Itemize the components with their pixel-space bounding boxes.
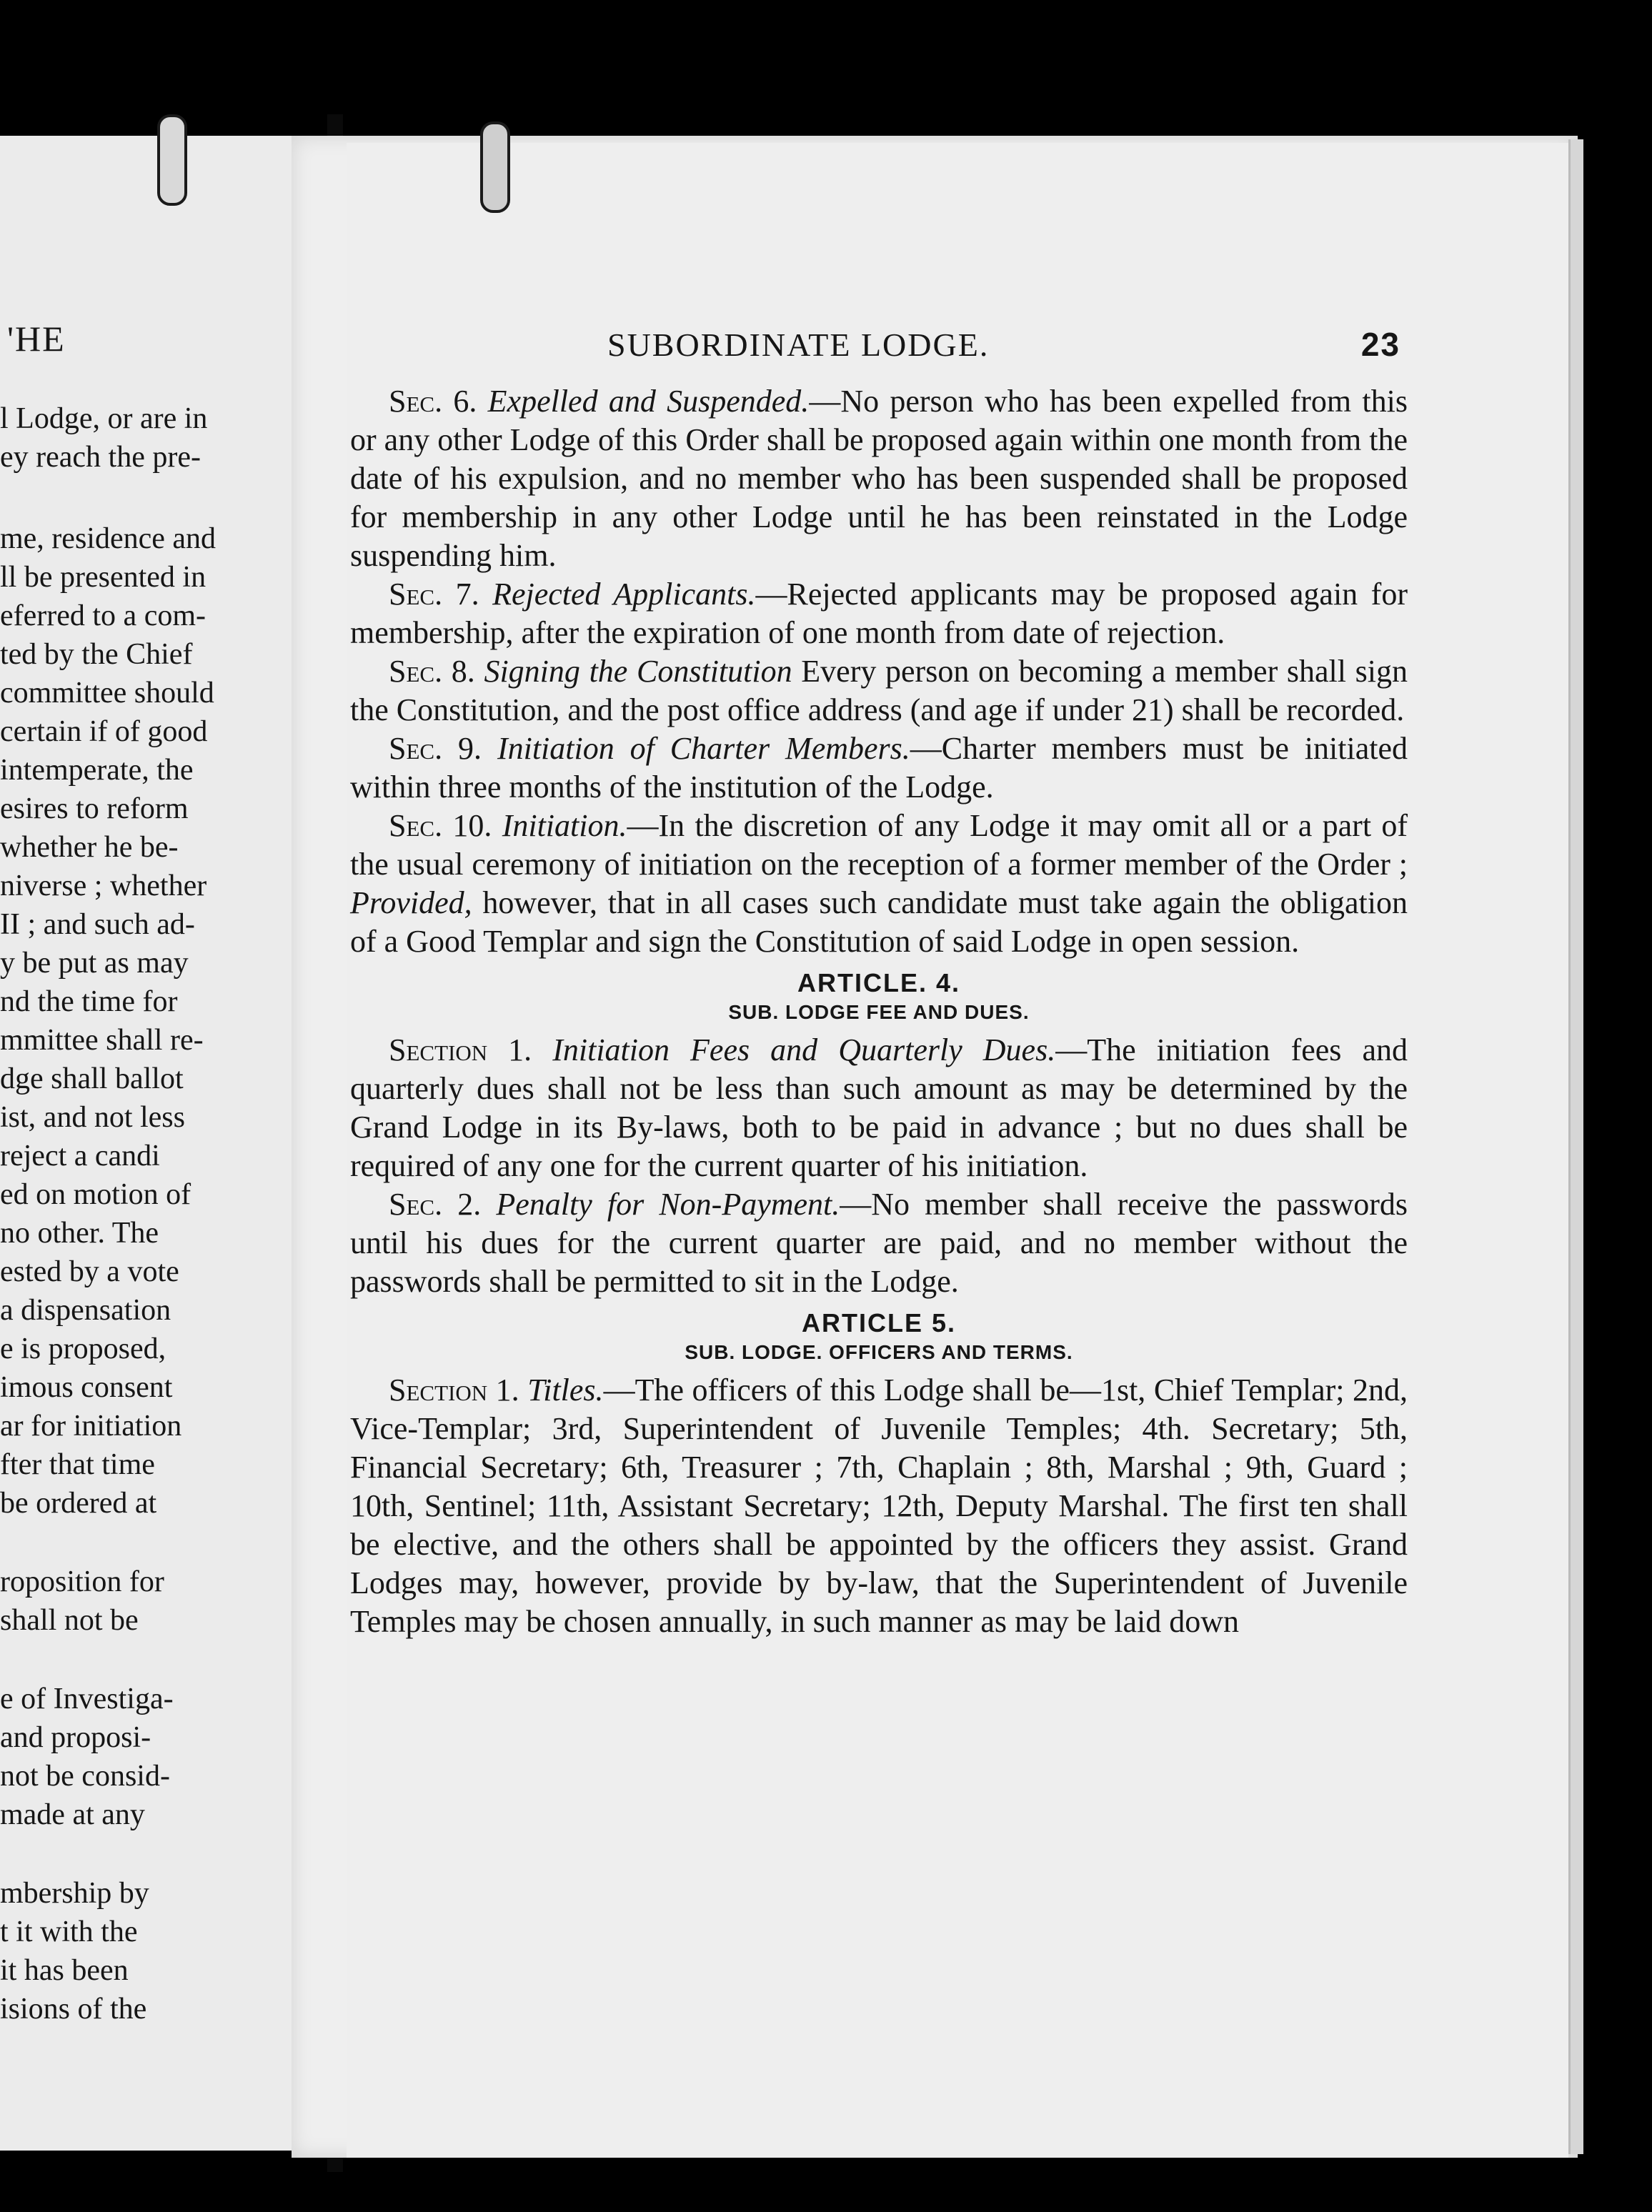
- section-label: Sec. 2.: [389, 1187, 482, 1222]
- left-page-line: II ; and such ad-: [0, 908, 195, 941]
- page-edge: [1568, 139, 1583, 2154]
- left-page-line: made at any: [0, 1798, 145, 1831]
- page-number: 23: [1360, 326, 1400, 363]
- section-text: Every person on becoming a member shall sign the Constitution, and the post office address (and age if under 21) shall be recorded.: [350, 654, 1408, 727]
- left-page-line: isions of the: [0, 1993, 147, 2026]
- section-paragraph: [350, 1185, 1408, 1301]
- left-page-line: certain if of good: [0, 715, 208, 748]
- left-page-line: not be consid-: [0, 1760, 170, 1793]
- left-page-line: mmittee shall re-: [0, 1024, 204, 1057]
- section-label: Section 1.: [389, 1372, 519, 1408]
- left-page-line: roposition for: [0, 1565, 164, 1598]
- left-page-line: it has been: [0, 1954, 129, 1987]
- left-page-line: me, residence and: [0, 522, 217, 555]
- left-page-line: a dispensation: [0, 1294, 171, 1327]
- left-page-line: shall not be: [0, 1604, 139, 1637]
- section-label: Sec. 10.: [389, 808, 492, 843]
- left-page-line: be ordered at: [0, 1487, 157, 1520]
- left-page-line: ll be presented in: [0, 561, 206, 594]
- left-page-line: ey reach the pre-: [0, 441, 201, 474]
- section-paragraph: [350, 575, 1408, 652]
- section-title: Expelled and Suspended.: [487, 384, 810, 419]
- section-text: —No person who has been expelled from this or any other Lodge of this Order shall be proposed again within one month from the date of his expulsion, and no member who has been suspended shall be proposed for membership in any other Lodge until he has been reinstated in the Lodge suspending him.: [350, 384, 1408, 573]
- page-content: [350, 325, 1408, 1641]
- section-paragraph: [350, 729, 1408, 807]
- left-page-line: y be put as may: [0, 947, 189, 980]
- section-text: however, that in all cases such candidate must take again the obligation of a Good Templar and sign the Constitution of said Lodge in open session.: [350, 885, 1408, 959]
- section-label: Sec. 7.: [389, 577, 479, 612]
- left-page-line: mbership by: [0, 1877, 149, 1910]
- section-paragraph: [350, 807, 1408, 961]
- section-label: Sec. 9.: [389, 731, 482, 766]
- page-title: SUBORDINATE LODGE.: [607, 327, 990, 363]
- left-page-line: niverse ; whether: [0, 870, 207, 902]
- left-page-line: ested by a vote: [0, 1255, 179, 1288]
- left-page-line: and proposi-: [0, 1721, 151, 1754]
- section-title: Initiation.: [502, 808, 627, 843]
- section-text: —In the discretion of any Lodge it may omit all or a part of the usual ceremony of initiation on the reception of a former member of the Order ;: [350, 808, 1408, 882]
- left-page-line: fter that time: [0, 1448, 155, 1481]
- left-page-line: l Lodge, or are in: [0, 402, 208, 435]
- left-page-line: t it with the: [0, 1915, 138, 1948]
- left-page-line: esires to reform: [0, 792, 189, 825]
- running-head: [607, 325, 1408, 364]
- article-heading: ARTICLE. 4.: [797, 968, 960, 997]
- left-page-line: intemperate, the: [0, 754, 194, 787]
- section-title: Rejected Applicants.: [492, 577, 756, 612]
- left-page-line: nd the time for: [0, 985, 178, 1018]
- left-page-line: dge shall ballot: [0, 1062, 184, 1095]
- left-facing-page: [0, 136, 322, 2151]
- section-text: —The initiation fees and quarterly dues shall not be less than such amount as may be determined by the Grand Lodge in its By-laws, both to be paid in advance ; but no dues shall be required of any one for the current quarter of his initiation.: [350, 1032, 1408, 1183]
- article-subheading: SUB. LODGE FEE AND DUES.: [728, 1001, 1030, 1023]
- left-page-line: committee should: [0, 677, 214, 709]
- section-paragraph: [350, 1371, 1408, 1641]
- left-page-line: whether he be-: [0, 831, 179, 864]
- section-label: Section 1.: [389, 1032, 532, 1067]
- section-title: Initiation of Charter Members.: [497, 731, 910, 766]
- left-page-line: ed on motion of: [0, 1178, 191, 1211]
- article-subheading: SUB. LODGE. OFFICERS AND TERMS.: [685, 1341, 1073, 1363]
- section-title: Initiation Fees and Quarterly Dues.: [552, 1032, 1056, 1067]
- left-page-line: e of Investiga-: [0, 1683, 174, 1715]
- left-page-line: ist, and not less: [0, 1101, 185, 1134]
- left-page-line: reject a candi: [0, 1140, 160, 1172]
- article-heading: ARTICLE 5.: [801, 1308, 956, 1337]
- section-title: Penalty for Non-Payment.: [496, 1187, 840, 1222]
- left-page-line: ar for initiation: [0, 1410, 182, 1443]
- left-page-heading: 'HE: [7, 319, 66, 359]
- section-label: Sec. 6.: [389, 384, 477, 419]
- left-page-line: imous consent: [0, 1371, 173, 1404]
- section-paragraph: [350, 382, 1408, 575]
- left-page-line: e is proposed,: [0, 1332, 166, 1365]
- section-text: —No member shall receive the passwords until his dues for the current quarter are paid, and no member without the passwords shall be permitted to sit in the Lodge.: [350, 1187, 1408, 1299]
- section-text: —The officers of this Lodge shall be—1st, Chief Templar; 2nd, Vice-Templar; 3rd, Superintendent of Juvenile Temples; 4th. Secretary; 5th, Financial Secretary; 6th, Treasurer ; 7th, Chaplain ; 8th, Marshal ; 9th, Guard ; 10th, Sentinel; 11th, Assistant Secretary; 12th, Deputy Marshal. The first ten shall be elective, and the others shall be appointed by the officers they assist. Grand Lodges may, however, provide by by-law, that the Superintendent of Juvenile Temples may be chosen annually, in such manner as may be laid down: [350, 1372, 1408, 1639]
- left-page-line: ted by the Chief: [0, 638, 193, 671]
- section-text: —Charter members must be initiated within three months of the institution of the Lodge.: [350, 731, 1408, 804]
- section-title: Signing the Constitution: [484, 654, 792, 689]
- ribbon-clip-left: [157, 114, 187, 206]
- left-page-line: eferred to a com-: [0, 599, 206, 632]
- proviso-word: Provided,: [350, 885, 472, 920]
- section-label: Sec. 8.: [389, 654, 475, 689]
- section-paragraph: [350, 1031, 1408, 1185]
- section-title: Titles.: [527, 1372, 604, 1408]
- section-text: —Rejected applicants may be proposed again for membership, after the expiration of one month from date of rejection.: [350, 577, 1408, 650]
- ribbon-clip-right: [480, 121, 510, 213]
- section-paragraph: [350, 652, 1408, 729]
- left-page-line: no other. The: [0, 1217, 159, 1250]
